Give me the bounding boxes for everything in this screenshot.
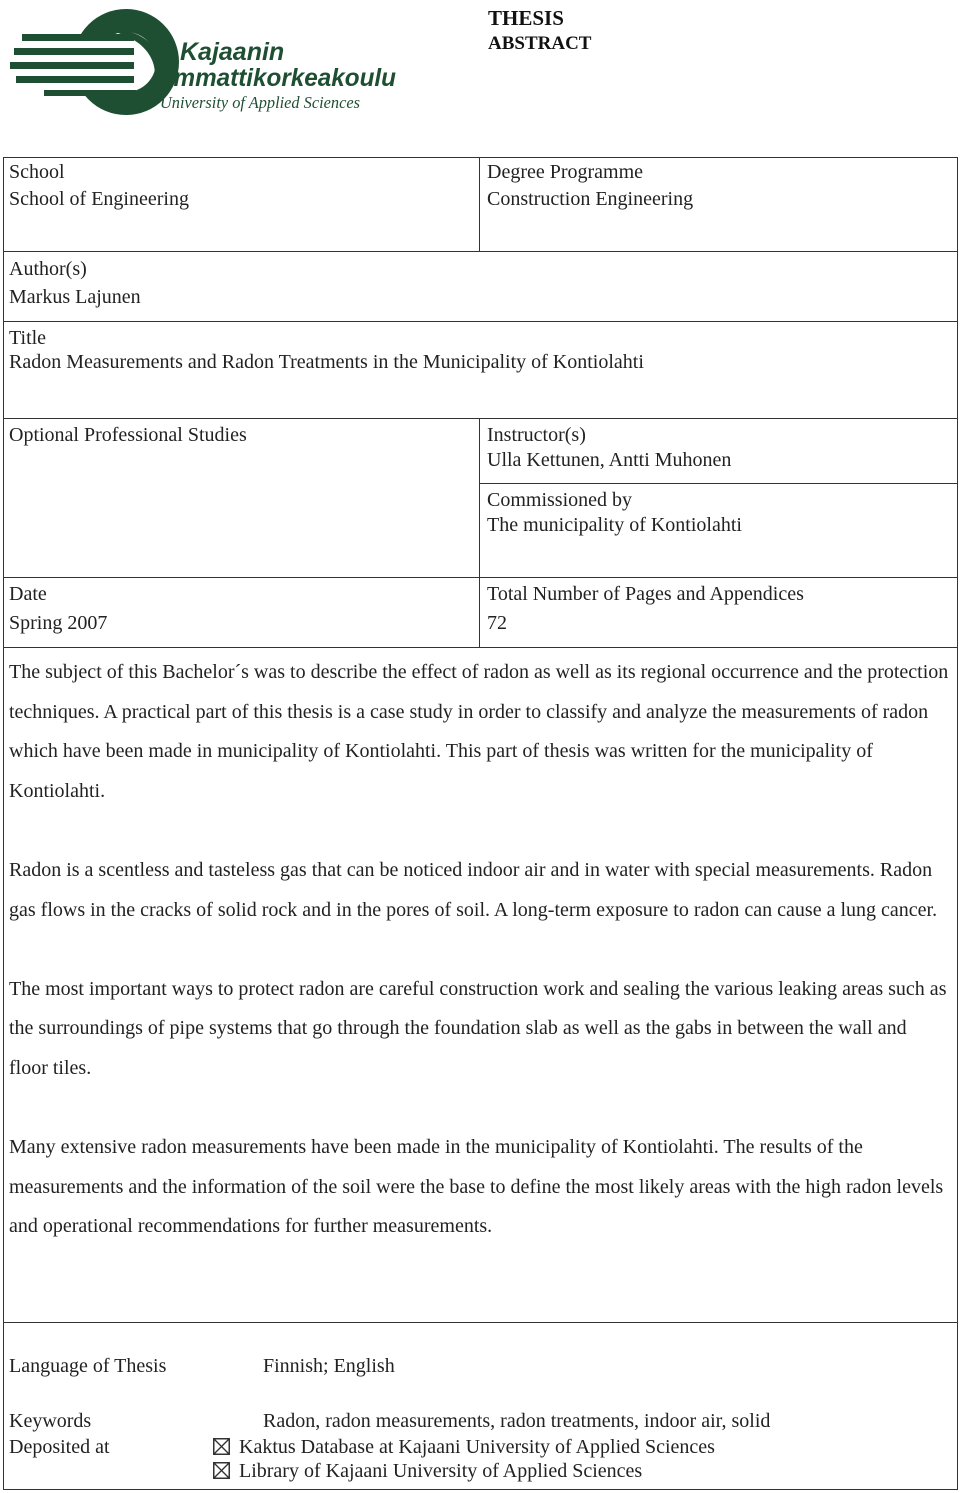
logo-emblem-icon [10,9,179,115]
keywords-value: Radon, radon measurements, radon treatments, indoor air, solid [263,1410,771,1432]
commissioned-value: The municipality of Kontiolahti [487,514,742,536]
title-label: Title [9,327,47,349]
checked-checkbox-icon[interactable] [213,1462,230,1479]
deposited-option-kaktus: Kaktus Database at Kajaani University of Applied Sciences [239,1436,715,1458]
language-label: Language of Thesis [9,1355,167,1377]
abstract-text [9,653,949,1287]
language-value: Finnish; English [263,1355,395,1377]
document-type-subtitle: ABSTRACT [488,33,592,54]
degree-value: Construction Engineering [487,188,694,210]
divider-line [3,577,958,578]
divider-line [479,418,480,648]
instructors-label: Instructor(s) [487,424,586,446]
divider-line [3,418,958,419]
logo-text-line1: Kajaanin [180,38,285,66]
divider-line [479,157,480,252]
divider-line [3,251,958,252]
divider-line [3,321,958,322]
checked-checkbox-icon[interactable] [213,1438,230,1455]
document-type-title: THESIS [488,6,564,30]
abstract-paragraph: Many extensive radon measurements have been made in the municipality of Kontiolahti. The results of the measurements and the information of the soil were the base to define the most likely areas with the high radon levels and operational recommendations for further measurements. [9,1136,944,1238]
school-label: School [9,161,65,183]
divider-line [479,483,958,484]
logo-text-line3: University of Applied Sciences [160,93,361,112]
abstract-paragraph: The most important ways to protect radon are careful construction work and sealing the various leaking areas such as the surroundings of pipe systems that go through the foundation slab as well as the gabs in between the wall and floor tiles. [9,977,947,1079]
date-value: Spring 2007 [9,612,108,634]
logo-text-line2: ammattikorkeakoulu [160,64,396,92]
abstract-paragraph: Radon is a scentless and tasteless gas that can be noticed indoor air and in water with special measurements. Radon gas flows in the cracks of solid rock and in the pores of soil. A long-term exposure to radon can cause a lung cancer. [9,858,938,921]
instructors-value: Ulla Kettunen, Antti Muhonen [487,449,732,471]
divider-line [3,1322,958,1323]
school-value: School of Engineering [9,188,189,210]
keywords-label: Keywords [9,1410,92,1432]
document-type [488,6,591,56]
pages-label: Total Number of Pages and Appendices [487,583,804,605]
author-value: Markus Lajunen [9,286,141,308]
degree-label: Degree Programme [487,161,644,183]
divider-line [3,647,958,648]
title-value: Radon Measurements and Radon Treatments in the Municipality of Kontiolahti [9,351,644,373]
optional-studies-label: Optional Professional Studies [9,424,247,446]
abstract-paragraph: The subject of this Bachelor´s was to describe the effect of radon as well as its regional occurrence and the protection techniques. A practical part of this thesis is a case study in order to classify and analyze the measurements of radon which have been made in municipality of Kontiolahti. This part of thesis was written for the municipality of Kontiolahti. [9,661,949,802]
author-label: Author(s) [9,258,87,280]
university-logo [8,4,400,120]
deposited-label: Deposited at [9,1436,110,1458]
pages-value: 72 [487,612,507,634]
commissioned-label: Commissioned by [487,489,633,511]
date-label: Date [9,583,47,605]
deposited-option-library: Library of Kajaani University of Applied Sciences [239,1460,643,1482]
